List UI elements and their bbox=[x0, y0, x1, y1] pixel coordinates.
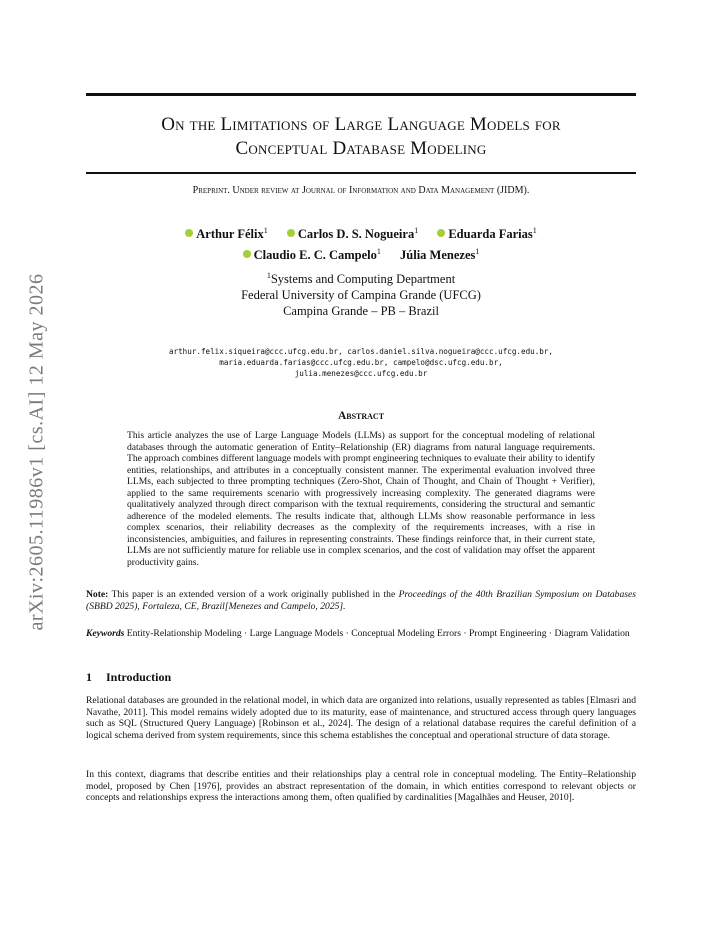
paper-title bbox=[86, 113, 636, 161]
orcid-icon[interactable] bbox=[437, 229, 445, 237]
author-affil-mark: 1 bbox=[475, 247, 480, 257]
author bbox=[243, 248, 381, 262]
title-rule-bottom bbox=[86, 172, 636, 174]
affiliation-line-1 bbox=[86, 268, 636, 287]
orcid-icon[interactable] bbox=[287, 229, 295, 237]
author bbox=[400, 248, 479, 262]
email-line-1: arthur.felix.siqueira@ccc.ufcg.edu.br, carlos.daniel.silva.nogueira@ccc.ufcg.edu.br, bbox=[168, 347, 554, 356]
author-row-1 bbox=[86, 222, 636, 243]
author-name: Eduarda Farias bbox=[448, 227, 533, 242]
orcid-icon[interactable] bbox=[185, 229, 193, 237]
author-row-2 bbox=[86, 243, 636, 264]
affiliation-line-3: Campina Grande – PB – Brazil bbox=[283, 304, 439, 319]
author-affil-mark: 1 bbox=[376, 247, 381, 257]
note-text: This paper is an extended version of a work originally published in the bbox=[111, 589, 396, 600]
author-affil-mark: 1 bbox=[263, 226, 268, 235]
affiliation-line-2: Federal University of Campina Grande (UFCG) bbox=[241, 288, 481, 303]
title-line-2: Conceptual Database Modeling bbox=[235, 138, 487, 159]
intro-paragraph-1: Relational databases are grounded in the relational model, in which data are organized into relations, usually represented as tables [Elmasri and Navathe, 2011]. This model remains widely adopted due to its maturity, ease of maintenance, and structured access through query languages such as SQL (Structured Query Language) [Robinson et al., 2024]. The design of a relational database requires the careful definition of a logical schema derived from system requirements, since this schema establishes the conceptual and operational structure of data storage. bbox=[86, 695, 636, 741]
email-list bbox=[86, 346, 636, 379]
title-rule-top bbox=[86, 93, 636, 96]
title-line-1: On the Limitations of Large Language Models for bbox=[161, 114, 561, 135]
author-affil-mark: 1 bbox=[414, 226, 419, 235]
section-number: 1 bbox=[86, 670, 92, 684]
author bbox=[287, 227, 418, 241]
abstract-body: This article analyzes the use of Large Language Models (LLMs) as support for the conceptual modeling of relational databases through the automatic generation of Entity–Relationship (ER) diagrams from natural language requirements. The approach combines different language models with prompt engineering techniques to evaluate their ability to identify entities, relationships, and attributes in a conceptually consistent manner. The experimental evaluation involved three LLMs, each subjected to three prompting techniques (Zero-Shot, Chain of Thought, and Chain of Thought + Verifier), applied to the same requirements scenario with progressively increasing complexity. The generated diagrams were qualitatively analyzed through direct comparison with the textual requirements, considering the structural and semantic adherence of the modeled elements. The results indicate that, although LLMs show reasonable performance in less complex scenarios, their reliability decreases as the complexity of the requirements increases, with a rise in inconsistencies, ambiguities, and failures in representing constraints. These findings reinforce that, in their current state, LLMs are not sufficiently mature for reliable use in complex scenarios, and the cost of validation may offset the apparent productivity gains. bbox=[127, 430, 595, 568]
author-list bbox=[86, 222, 636, 264]
keywords bbox=[86, 628, 636, 640]
email-line-2: maria.eduarda.farias@ccc.ufcg.edu.br, campelo@dsc.ufcg.edu.br, bbox=[219, 358, 503, 367]
affiliation bbox=[86, 268, 636, 319]
keywords-items: Entity-Relationship Modeling · Large Language Models · Conceptual Modeling Errors · Prompt Engineering · Diagram Validation bbox=[126, 628, 630, 639]
arxiv-id: arXiv:2605.11986v1 [cs.AI] 12 May 2026 bbox=[25, 273, 48, 631]
note-venue: Proceedings of the 40th Brazilian Symposium on Databases (SBBD 2025), Fortaleza, CE, Brazil[Menezes and Campelo, 2025]. bbox=[86, 589, 636, 612]
email-line-3: julia.menezes@ccc.ufcg.edu.br bbox=[294, 369, 428, 378]
author-name: Carlos D. S. Nogueira bbox=[297, 227, 415, 242]
affiliation-mark: 1 bbox=[266, 271, 271, 280]
preprint-note: Preprint. Under review at Journal of Information and Data Management (JIDM). bbox=[192, 185, 530, 196]
intro-paragraph-2: In this context, diagrams that describe entities and their relationships play a central role in conceptual modeling. The Entity–Relationship model, proposed by Chen [1976], provides an abstract representation of the domain, in which entities correspond to relevant objects or concepts and relationships express the interactions among them, often qualified by cardinalities [Magalhães and Heuser, 2010]. bbox=[86, 769, 636, 803]
author-name: Júlia Menezes bbox=[400, 248, 476, 263]
author-affil-mark: 1 bbox=[532, 226, 537, 235]
affiliation-dept: Systems and Computing Department bbox=[270, 272, 456, 287]
section-title: Introduction bbox=[106, 670, 172, 684]
abstract-heading: Abstract bbox=[337, 410, 385, 422]
extended-version-note bbox=[86, 589, 636, 612]
author-name: Arthur Félix bbox=[196, 227, 264, 242]
keywords-label: Keywords bbox=[86, 628, 125, 639]
author bbox=[437, 227, 536, 241]
orcid-icon[interactable] bbox=[243, 250, 251, 258]
note-label: Note: bbox=[86, 589, 109, 600]
author bbox=[185, 227, 267, 241]
section-heading bbox=[86, 670, 636, 685]
author-name: Claudio E. C. Campelo bbox=[253, 248, 377, 263]
